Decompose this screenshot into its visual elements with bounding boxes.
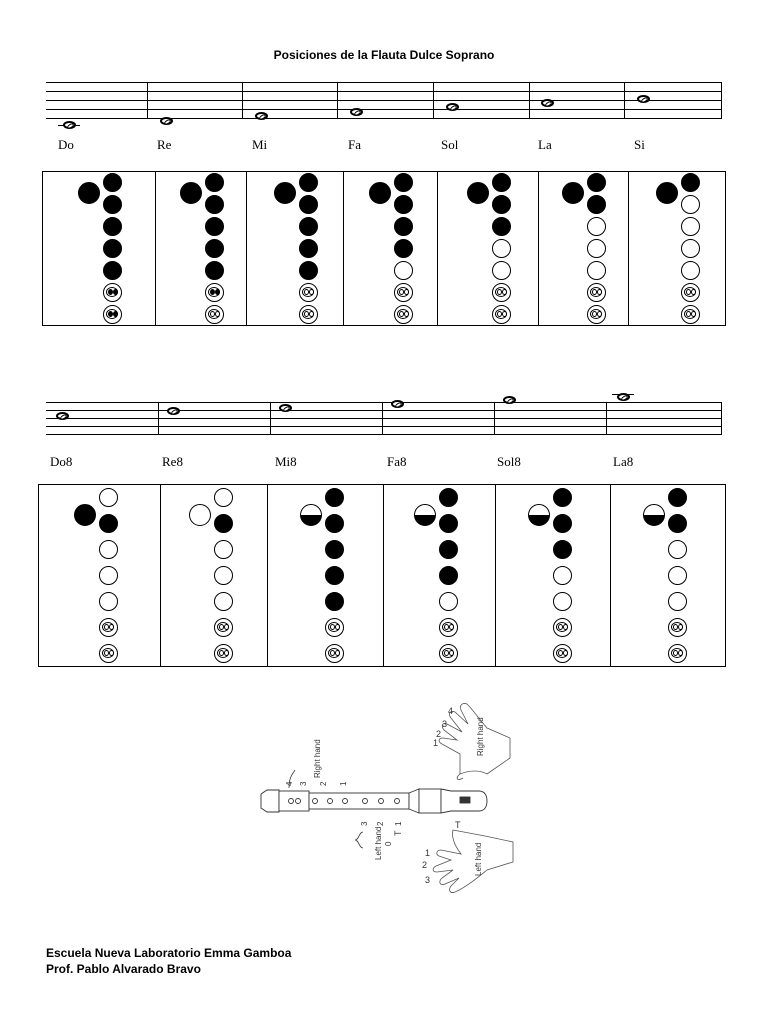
finger-hole: [214, 566, 233, 585]
finger-hole: [668, 540, 687, 559]
double-hole: [103, 283, 122, 302]
thumb-hole: [274, 182, 296, 204]
finger-num-left-1: 1: [425, 848, 431, 858]
thumb-hole: [74, 504, 96, 526]
school-name: Escuela Nueva Laboratorio Emma Gamboa: [46, 946, 292, 960]
finger-hole: [553, 514, 572, 533]
double-hole: [439, 644, 458, 663]
finger-num-right-1: 1: [433, 738, 439, 748]
finger-hole: [99, 592, 118, 611]
left-num-2: 2: [376, 821, 385, 826]
note-label-la8: La8: [613, 454, 634, 469]
finger-hole: [299, 195, 318, 214]
thumb-hole: [643, 504, 665, 526]
note-la8: [617, 393, 630, 401]
thumb-hole: [78, 182, 100, 204]
finger-hole: [325, 514, 344, 533]
fingering-cell: [43, 172, 156, 325]
finger-hole: [99, 540, 118, 559]
finger-hole: [214, 540, 233, 559]
note-label-la: La: [538, 137, 552, 152]
left-num-3: 3: [360, 821, 369, 826]
staff-row-1: [46, 82, 722, 122]
thumb-hole: [528, 504, 550, 526]
right-hand-label: Right hand: [476, 717, 485, 756]
double-hole: [587, 283, 606, 302]
finger-hole: [439, 592, 458, 611]
fingering-cell: [39, 485, 161, 666]
fingering-cell: [384, 485, 496, 666]
finger-num-right-3: 3: [442, 719, 448, 729]
note-sol8: [503, 396, 516, 404]
thumb-hole: [467, 182, 489, 204]
finger-hole: [553, 566, 572, 585]
double-hole: [325, 618, 344, 637]
note-re: [160, 117, 173, 125]
finger-hole: [681, 239, 700, 258]
finger-hole: [587, 261, 606, 280]
finger-hole: [205, 173, 224, 192]
thumb-hole: [656, 182, 678, 204]
right-num-4: 4: [285, 781, 294, 786]
double-hole: [103, 305, 122, 324]
note-fa8: [391, 400, 404, 408]
fingering-cell: [161, 485, 268, 666]
fingering-cell: [611, 485, 727, 666]
double-hole: [299, 305, 318, 324]
finger-hole: [103, 261, 122, 280]
finger-hole: [681, 195, 700, 214]
finger-hole: [205, 261, 224, 280]
finger-hole: [439, 540, 458, 559]
fingering-cell: [496, 485, 611, 666]
finger-hole: [103, 173, 122, 192]
recorder-hands-diagram: [255, 698, 525, 898]
note-do8: [56, 412, 69, 420]
finger-hole: [325, 540, 344, 559]
finger-hole: [681, 173, 700, 192]
note-label-re: Re: [157, 137, 172, 152]
finger-hole: [492, 261, 511, 280]
note-label-fa8: Fa8: [387, 454, 407, 469]
double-hole: [99, 618, 118, 637]
finger-hole: [553, 540, 572, 559]
left-num-0: 0: [384, 841, 393, 846]
note-label-si: Si: [634, 137, 645, 152]
double-hole: [668, 644, 687, 663]
note-fa: [350, 108, 363, 116]
finger-hole: [325, 592, 344, 611]
finger-hole: [205, 195, 224, 214]
double-hole: [553, 644, 572, 663]
finger-hole: [587, 195, 606, 214]
finger-num-right-4: 4: [448, 706, 454, 716]
finger-hole: [492, 195, 511, 214]
finger-hole: [439, 566, 458, 585]
finger-hole: [214, 592, 233, 611]
double-hole: [99, 644, 118, 663]
left-hand-label: Left hand: [474, 842, 483, 876]
finger-hole: [99, 566, 118, 585]
finger-hole: [553, 488, 572, 507]
double-hole: [214, 618, 233, 637]
note-do: [63, 121, 76, 129]
finger-hole: [668, 566, 687, 585]
note-re8: [167, 407, 180, 415]
finger-hole: [553, 592, 572, 611]
fingering-table-2: [38, 484, 726, 667]
finger-num-right-2: 2: [436, 729, 442, 739]
finger-hole: [439, 488, 458, 507]
double-hole: [299, 283, 318, 302]
finger-hole: [103, 239, 122, 258]
finger-hole: [394, 217, 413, 236]
finger-hole: [214, 514, 233, 533]
finger-num-left-2: 2: [422, 860, 428, 870]
recorder-icon: [261, 789, 487, 813]
double-hole: [214, 644, 233, 663]
note-label-mi8: Mi8: [275, 454, 297, 469]
finger-hole: [681, 261, 700, 280]
double-hole: [681, 305, 700, 324]
finger-hole: [205, 217, 224, 236]
finger-hole: [394, 173, 413, 192]
double-hole: [205, 283, 224, 302]
finger-hole: [325, 488, 344, 507]
finger-hole: [205, 239, 224, 258]
right-hand-bracket-label: Right hand: [313, 739, 322, 778]
page-title: Posiciones de la Flauta Dulce Soprano: [273, 48, 495, 62]
double-hole: [492, 283, 511, 302]
finger-hole: [668, 488, 687, 507]
finger-hole: [439, 514, 458, 533]
fingering-cell: [629, 172, 727, 325]
finger-hole: [103, 195, 122, 214]
right-num-2: 2: [319, 781, 328, 786]
note-si: [637, 95, 650, 103]
finger-num-left-t: T: [455, 820, 461, 830]
finger-hole: [668, 592, 687, 611]
thumb-hole: [414, 504, 436, 526]
note-label-do8: Do8: [50, 454, 73, 469]
double-hole: [439, 618, 458, 637]
note-label-do: Do: [58, 137, 74, 152]
thumb-hole: [189, 504, 211, 526]
thumb-hole: [180, 182, 202, 204]
finger-hole: [668, 514, 687, 533]
double-hole: [205, 305, 224, 324]
finger-hole: [492, 173, 511, 192]
fingering-cell: [539, 172, 629, 325]
double-hole: [394, 305, 413, 324]
note-sol: [446, 103, 459, 111]
finger-hole: [394, 239, 413, 258]
note-mi: [255, 112, 268, 120]
double-hole: [553, 618, 572, 637]
finger-hole: [103, 217, 122, 236]
note-label-sol8: Sol8: [497, 454, 521, 469]
finger-hole: [492, 239, 511, 258]
double-hole: [668, 618, 687, 637]
teacher-name: Prof. Pablo Alvarado Bravo: [46, 962, 201, 976]
double-hole: [681, 283, 700, 302]
double-hole: [325, 644, 344, 663]
finger-hole: [99, 488, 118, 507]
finger-hole: [99, 514, 118, 533]
note-label-fa: Fa: [348, 137, 361, 152]
left-num-t: T: [393, 830, 403, 836]
thumb-hole: [300, 504, 322, 526]
double-hole: [394, 283, 413, 302]
fingering-table-1: [42, 171, 726, 326]
double-hole: [587, 305, 606, 324]
finger-hole: [587, 217, 606, 236]
finger-hole: [394, 261, 413, 280]
fingering-cell: [156, 172, 247, 325]
note-label-mi: Mi: [252, 137, 268, 152]
finger-hole: [299, 173, 318, 192]
fingering-cell: [344, 172, 438, 325]
note-label-re8: Re8: [162, 454, 183, 469]
note-la: [541, 99, 554, 107]
finger-hole: [325, 566, 344, 585]
finger-hole: [214, 488, 233, 507]
thumb-hole: [369, 182, 391, 204]
finger-hole: [681, 217, 700, 236]
footer: [46, 945, 291, 977]
finger-hole: [299, 261, 318, 280]
finger-hole: [492, 217, 511, 236]
finger-hole: [394, 195, 413, 214]
finger-hole: [587, 173, 606, 192]
note-label-sol: Sol: [441, 137, 459, 152]
double-hole: [492, 305, 511, 324]
staff-row-2: [46, 402, 722, 442]
thumb-hole: [562, 182, 584, 204]
note-mi8: [279, 404, 292, 412]
finger-hole: [299, 217, 318, 236]
fingering-cell: [247, 172, 344, 325]
finger-hole: [299, 239, 318, 258]
right-num-1: 1: [339, 781, 348, 786]
fingering-cell: [438, 172, 539, 325]
left-hand-bracket-label: Left hand: [374, 826, 383, 860]
left-num-1: 1: [394, 821, 403, 826]
right-num-3: 3: [299, 781, 308, 786]
fingering-cell: [268, 485, 384, 666]
finger-num-left-3: 3: [425, 875, 431, 885]
finger-hole: [587, 239, 606, 258]
